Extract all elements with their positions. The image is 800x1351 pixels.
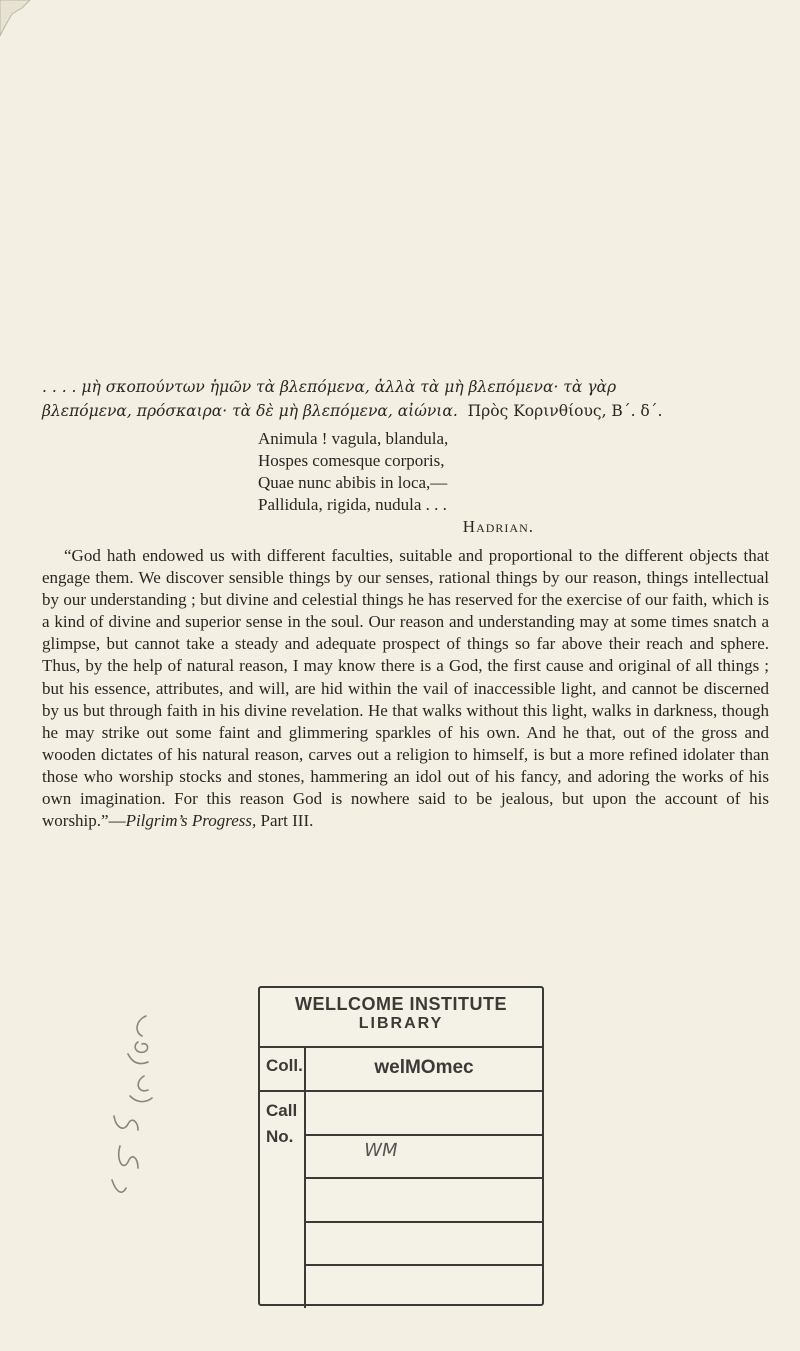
poem-line-4: Pallidula, rigida, nudula . . .: [258, 495, 447, 514]
stamp-call-value: WM: [362, 1139, 400, 1161]
quotation-source: Pilgrim’s Progress,: [125, 811, 257, 831]
stamp-header-line-1: WELLCOME INSTITUTE: [295, 994, 507, 1014]
poem-line-2: Hospes comesque corporis,: [258, 451, 445, 470]
stamp-call-cell-1: [306, 1092, 542, 1136]
poem-line-3: Quae nunc abibis in loca,—: [258, 473, 448, 492]
quotation-paragraph: [42, 545, 769, 832]
stamp-call-label-2: No.: [266, 1127, 294, 1146]
poem-author: Hadrian.: [462, 517, 534, 536]
handwritten-shelfmark: [108, 1012, 178, 1262]
stamp-call-row: [260, 1092, 542, 1308]
quotation-part: Part III.: [256, 811, 314, 831]
stamp-call-cell-4: [306, 1223, 542, 1267]
library-stamp: [258, 986, 544, 1306]
stamp-call-label-1: Call: [266, 1101, 298, 1120]
stamp-call-cell-2: [306, 1136, 542, 1180]
stamp-call-cells: [306, 1092, 542, 1308]
torn-corner-mark: [0, 0, 40, 40]
greek-epigraph-citation: Πρὸς Κορινθίους, Β΄. δ΄.: [467, 402, 663, 420]
poem-line-1: Animula ! vagula, blandula,: [258, 429, 449, 448]
stamp-coll-label: Coll.: [260, 1048, 306, 1090]
stamp-header: [260, 988, 542, 1048]
stamp-call-cell-3: [306, 1179, 542, 1223]
stamp-call-cell-5: [306, 1266, 542, 1308]
stamp-header-line-2: LIBRARY: [358, 1015, 444, 1032]
greek-epigraph-line-2-text: βλεπόμενα, πρόσκαιρα· τὰ δὲ μὴ βλεπόμενα, αἰώνια.: [42, 402, 458, 420]
stamp-coll-value: welMOmec: [374, 1057, 474, 1078]
stamp-coll-row: [260, 1048, 542, 1092]
greek-epigraph: [42, 375, 772, 423]
stamp-call-label: [260, 1092, 306, 1308]
greek-epigraph-line-2: [42, 399, 772, 423]
latin-poem: [258, 428, 578, 538]
quotation-text: “God hath endowed us with different faculties, suitable and proportional to the different objects that engage them. We discover sensible things by our senses, rational things by our reason, things intellectual by our understanding ; but divine and celestial things he has reserved for the exercise of our faith, which is a kind of divine and superior sense in the soul. Our reason and understanding may at some times snatch a glimpse, but cannot take a steady and adequate prospect of things so far above their reach and sphere. Thus, by the help of natural reason, I may know there is a God, the first cause and original of all things ; but his essence, attributes, and will, are hid within the vail of inaccessible light, and cannot be discerned by us but through faith in his divine revelation. He that walks without this light, walks in darkness, though he may strike out some faint and glimmering sparkles of his own. And he that, out of the gross and wooden dictates of his natural reason, carves out a religion to himself, is but a more refined idolater than those who worship stocks and stones, hammering an idol out of his fancy, and adoring the works of his own imagination. For this reason God is nowhere said to be jealous, but upon the account of his worship.”—: [42, 546, 769, 831]
greek-epigraph-line-1: . . . . μὴ σκοπούντων ἡμῶν τὰ βλεπόμενα, ἀλλὰ τὰ μὴ βλεπόμενα· τὰ γὰρ: [42, 378, 617, 396]
